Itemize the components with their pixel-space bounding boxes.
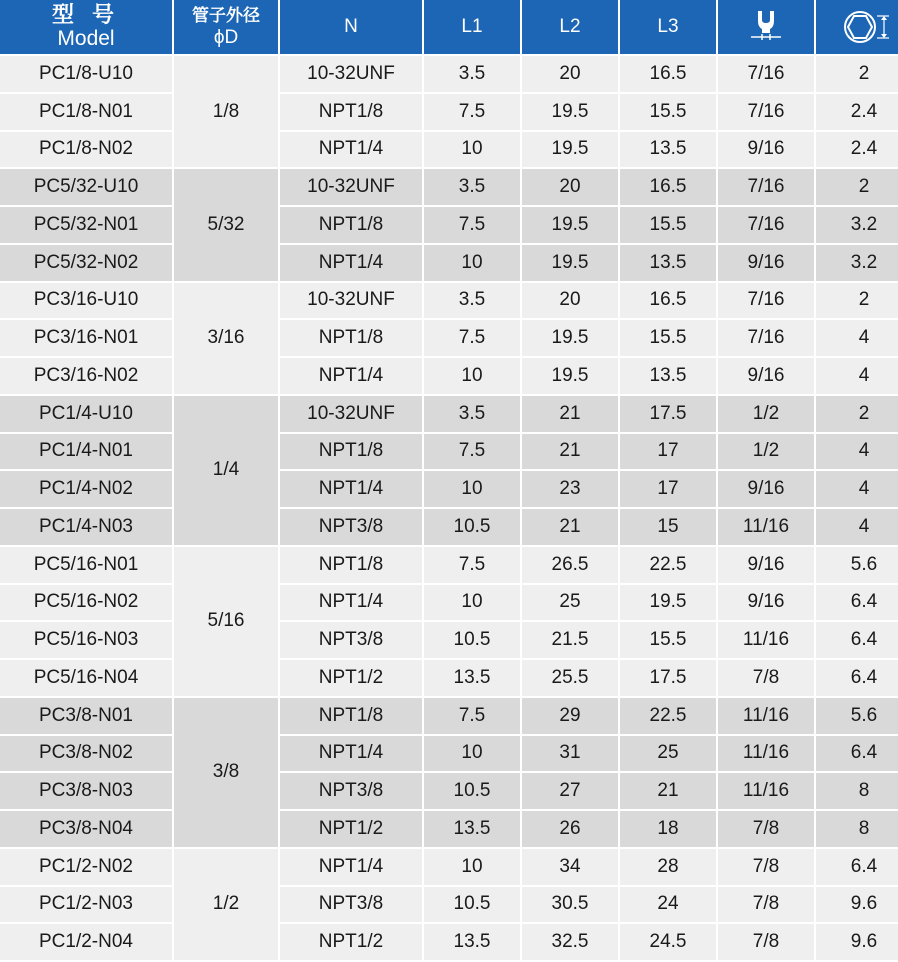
l3-cell: 28 xyxy=(620,849,716,885)
l2-cell: 25.5 xyxy=(522,660,618,696)
table-row xyxy=(0,434,898,470)
l3-cell: 15.5 xyxy=(620,207,716,243)
l2-cell: 31 xyxy=(522,736,618,772)
hex-size-cell: 6.4 xyxy=(816,849,898,885)
wrench-size-cell: 9/16 xyxy=(718,585,814,621)
header-wrench xyxy=(718,0,814,54)
table-row xyxy=(0,811,898,847)
table-row xyxy=(0,736,898,772)
l3-cell: 15 xyxy=(620,509,716,545)
thread-cell: NPT1/4 xyxy=(280,245,422,281)
l3-cell: 18 xyxy=(620,811,716,847)
hex-size-cell: 3.2 xyxy=(816,207,898,243)
thread-cell: NPT1/2 xyxy=(280,811,422,847)
table-row xyxy=(0,849,898,885)
model-cell: PC5/32-N02 xyxy=(0,245,172,281)
hex-size-cell: 2 xyxy=(816,56,898,92)
l2-cell: 19.5 xyxy=(522,132,618,168)
l3-cell: 16.5 xyxy=(620,283,716,319)
wrench-size-cell: 7/8 xyxy=(718,924,814,960)
table-row xyxy=(0,283,898,319)
header-model xyxy=(0,0,172,54)
model-cell: PC3/16-U10 xyxy=(0,283,172,319)
open-wrench-icon xyxy=(746,7,786,47)
model-cell: PC3/8-N03 xyxy=(0,773,172,809)
model-cell: PC5/16-N04 xyxy=(0,660,172,696)
l2-cell: 21 xyxy=(522,396,618,432)
table-row xyxy=(0,245,898,281)
thread-cell: NPT3/8 xyxy=(280,773,422,809)
l2-cell: 20 xyxy=(522,169,618,205)
l3-cell: 17.5 xyxy=(620,660,716,696)
wrench-size-cell: 9/16 xyxy=(718,245,814,281)
wrench-size-cell: 7/16 xyxy=(718,56,814,92)
header-diameter xyxy=(174,0,278,54)
l1-cell: 10 xyxy=(424,132,520,168)
table-row xyxy=(0,94,898,130)
model-cell: PC1/2-N04 xyxy=(0,924,172,960)
l3-cell: 13.5 xyxy=(620,245,716,281)
hex-size-cell: 2.4 xyxy=(816,132,898,168)
hex-size-cell: 4 xyxy=(816,434,898,470)
l1-cell: 10 xyxy=(424,585,520,621)
hex-size-cell: 2 xyxy=(816,396,898,432)
hex-size-cell: 6.4 xyxy=(816,585,898,621)
thread-cell: 10-32UNF xyxy=(280,169,422,205)
l1-cell: 7.5 xyxy=(424,320,520,356)
l1-cell: 13.5 xyxy=(424,811,520,847)
l3-cell: 24.5 xyxy=(620,924,716,960)
hex-size-cell: 2.4 xyxy=(816,94,898,130)
l2-cell: 19.5 xyxy=(522,245,618,281)
l1-cell: 13.5 xyxy=(424,660,520,696)
l3-cell: 17 xyxy=(620,471,716,507)
table-row xyxy=(0,132,898,168)
l1-cell: 7.5 xyxy=(424,434,520,470)
tube-diameter-cell: 5/16 xyxy=(174,547,278,696)
wrench-size-cell: 11/16 xyxy=(718,509,814,545)
l1-cell: 3.5 xyxy=(424,283,520,319)
table-row xyxy=(0,471,898,507)
l1-cell: 10.5 xyxy=(424,773,520,809)
thread-cell: NPT3/8 xyxy=(280,887,422,923)
l3-cell: 22.5 xyxy=(620,698,716,734)
l1-cell: 7.5 xyxy=(424,207,520,243)
l3-cell: 17 xyxy=(620,434,716,470)
table-row xyxy=(0,660,898,696)
thread-cell: NPT1/8 xyxy=(280,698,422,734)
l2-cell: 19.5 xyxy=(522,94,618,130)
hex-size-cell: 4 xyxy=(816,320,898,356)
thread-cell: NPT1/2 xyxy=(280,660,422,696)
tube-diameter-cell: 5/32 xyxy=(174,169,278,280)
l2-cell: 34 xyxy=(522,849,618,885)
wrench-size-cell: 9/16 xyxy=(718,471,814,507)
wrench-size-cell: 9/16 xyxy=(718,132,814,168)
l1-cell: 10.5 xyxy=(424,622,520,658)
l3-cell: 17.5 xyxy=(620,396,716,432)
wrench-size-cell: 9/16 xyxy=(718,358,814,394)
model-cell: PC1/4-N01 xyxy=(0,434,172,470)
hex-size-cell: 8 xyxy=(816,773,898,809)
wrench-size-cell: 7/16 xyxy=(718,169,814,205)
l3-cell: 19.5 xyxy=(620,585,716,621)
header-hex xyxy=(816,0,898,54)
wrench-size-cell: 7/8 xyxy=(718,887,814,923)
l3-cell: 22.5 xyxy=(620,547,716,583)
wrench-size-cell: 7/16 xyxy=(718,94,814,130)
hex-size-cell: 3.2 xyxy=(816,245,898,281)
model-cell: PC5/16-N01 xyxy=(0,547,172,583)
thread-cell: NPT1/4 xyxy=(280,585,422,621)
table-row xyxy=(0,358,898,394)
model-cell: PC1/2-N02 xyxy=(0,849,172,885)
wrench-size-cell: 1/2 xyxy=(718,434,814,470)
thread-cell: 10-32UNF xyxy=(280,283,422,319)
hex-size-cell: 9.6 xyxy=(816,887,898,923)
model-cell: PC1/8-N01 xyxy=(0,94,172,130)
hex-size-cell: 6.4 xyxy=(816,736,898,772)
l3-cell: 16.5 xyxy=(620,169,716,205)
hex-size-cell: 6.4 xyxy=(816,622,898,658)
table-row xyxy=(0,622,898,658)
l2-cell: 20 xyxy=(522,283,618,319)
l2-cell: 30.5 xyxy=(522,887,618,923)
table-row xyxy=(0,547,898,583)
l1-cell: 10.5 xyxy=(424,509,520,545)
l2-cell: 27 xyxy=(522,773,618,809)
hex-size-cell: 4 xyxy=(816,358,898,394)
header-l1: L1 xyxy=(424,0,520,54)
model-cell: PC3/16-N01 xyxy=(0,320,172,356)
tube-diameter-cell: 3/16 xyxy=(174,283,278,394)
wrench-size-cell: 11/16 xyxy=(718,773,814,809)
model-cell: PC1/4-N02 xyxy=(0,471,172,507)
l2-cell: 19.5 xyxy=(522,358,618,394)
header-diameter-symbol: ϕD xyxy=(213,27,239,48)
l1-cell: 7.5 xyxy=(424,94,520,130)
tube-diameter-cell: 1/2 xyxy=(174,849,278,960)
l3-cell: 25 xyxy=(620,736,716,772)
model-cell: PC3/8-N02 xyxy=(0,736,172,772)
table-row xyxy=(0,169,898,205)
l2-cell: 21 xyxy=(522,434,618,470)
thread-cell: NPT1/8 xyxy=(280,547,422,583)
wrench-size-cell: 7/16 xyxy=(718,207,814,243)
wrench-size-cell: 1/2 xyxy=(718,396,814,432)
model-cell: PC3/8-N04 xyxy=(0,811,172,847)
hex-size-cell: 2 xyxy=(816,169,898,205)
model-cell: PC1/8-U10 xyxy=(0,56,172,92)
l1-cell: 3.5 xyxy=(424,169,520,205)
l1-cell: 10 xyxy=(424,849,520,885)
wrench-size-cell: 11/16 xyxy=(718,698,814,734)
table-row xyxy=(0,396,898,432)
spec-table-body xyxy=(0,56,898,960)
table-row xyxy=(0,207,898,243)
l2-cell: 32.5 xyxy=(522,924,618,960)
tube-diameter-cell: 3/8 xyxy=(174,698,278,847)
thread-cell: NPT1/4 xyxy=(280,849,422,885)
l3-cell: 15.5 xyxy=(620,622,716,658)
l2-cell: 26 xyxy=(522,811,618,847)
hex-size-cell: 4 xyxy=(816,509,898,545)
table-row xyxy=(0,320,898,356)
l1-cell: 3.5 xyxy=(424,396,520,432)
thread-cell: NPT1/2 xyxy=(280,924,422,960)
thread-cell: 10-32UNF xyxy=(280,56,422,92)
hex-size-cell: 5.6 xyxy=(816,698,898,734)
l2-cell: 21.5 xyxy=(522,622,618,658)
l2-cell: 29 xyxy=(522,698,618,734)
header-diameter-cn: 管子外径 xyxy=(192,6,260,25)
hex-size-cell: 9.6 xyxy=(816,924,898,960)
l2-cell: 25 xyxy=(522,585,618,621)
thread-cell: NPT1/8 xyxy=(280,434,422,470)
l2-cell: 26.5 xyxy=(522,547,618,583)
tube-diameter-cell: 1/4 xyxy=(174,396,278,545)
l3-cell: 15.5 xyxy=(620,94,716,130)
l3-cell: 13.5 xyxy=(620,358,716,394)
model-cell: PC3/16-N02 xyxy=(0,358,172,394)
table-row xyxy=(0,698,898,734)
wrench-size-cell: 11/16 xyxy=(718,622,814,658)
wrench-size-cell: 7/16 xyxy=(718,320,814,356)
header-model-en: Model xyxy=(57,27,115,50)
header-row xyxy=(0,0,898,54)
l3-cell: 21 xyxy=(620,773,716,809)
wrench-size-cell: 11/16 xyxy=(718,736,814,772)
thread-cell: NPT1/4 xyxy=(280,132,422,168)
hex-size-cell: 6.4 xyxy=(816,660,898,696)
l3-cell: 13.5 xyxy=(620,132,716,168)
l3-cell: 24 xyxy=(620,887,716,923)
l2-cell: 19.5 xyxy=(522,320,618,356)
l2-cell: 21 xyxy=(522,509,618,545)
l1-cell: 10 xyxy=(424,736,520,772)
wrench-size-cell: 7/8 xyxy=(718,811,814,847)
hex-size-cell: 5.6 xyxy=(816,547,898,583)
tube-diameter-cell: 1/8 xyxy=(174,56,278,167)
l1-cell: 10 xyxy=(424,358,520,394)
l1-cell: 7.5 xyxy=(424,547,520,583)
model-cell: PC5/16-N02 xyxy=(0,585,172,621)
l3-cell: 15.5 xyxy=(620,320,716,356)
l3-cell: 16.5 xyxy=(620,56,716,92)
thread-cell: 10-32UNF xyxy=(280,396,422,432)
model-cell: PC1/4-N03 xyxy=(0,509,172,545)
l1-cell: 7.5 xyxy=(424,698,520,734)
model-cell: PC1/4-U10 xyxy=(0,396,172,432)
header-l2: L2 xyxy=(522,0,618,54)
l1-cell: 13.5 xyxy=(424,924,520,960)
table-row xyxy=(0,585,898,621)
wrench-size-cell: 9/16 xyxy=(718,547,814,583)
l1-cell: 10 xyxy=(424,471,520,507)
header-model-cn: 型 号 xyxy=(51,2,121,27)
model-cell: PC1/8-N02 xyxy=(0,132,172,168)
wrench-size-cell: 7/8 xyxy=(718,660,814,696)
header-n: N xyxy=(280,0,422,54)
hex-width-icon xyxy=(834,7,894,47)
thread-cell: NPT1/4 xyxy=(280,358,422,394)
thread-cell: NPT1/8 xyxy=(280,207,422,243)
l2-cell: 19.5 xyxy=(522,207,618,243)
thread-cell: NPT3/8 xyxy=(280,509,422,545)
hex-size-cell: 8 xyxy=(816,811,898,847)
thread-cell: NPT1/8 xyxy=(280,320,422,356)
header-l3: L3 xyxy=(620,0,716,54)
l1-cell: 10 xyxy=(424,245,520,281)
model-cell: PC1/2-N03 xyxy=(0,887,172,923)
thread-cell: NPT1/8 xyxy=(280,94,422,130)
model-cell: PC5/32-U10 xyxy=(0,169,172,205)
l1-cell: 10.5 xyxy=(424,887,520,923)
table-row xyxy=(0,56,898,92)
table-row xyxy=(0,924,898,960)
model-cell: PC3/8-N01 xyxy=(0,698,172,734)
thread-cell: NPT1/4 xyxy=(280,736,422,772)
thread-cell: NPT1/4 xyxy=(280,471,422,507)
l2-cell: 23 xyxy=(522,471,618,507)
table-row xyxy=(0,887,898,923)
model-cell: PC5/32-N01 xyxy=(0,207,172,243)
l2-cell: 20 xyxy=(522,56,618,92)
table-row xyxy=(0,773,898,809)
hex-size-cell: 4 xyxy=(816,471,898,507)
model-cell: PC5/16-N03 xyxy=(0,622,172,658)
wrench-size-cell: 7/16 xyxy=(718,283,814,319)
thread-cell: NPT3/8 xyxy=(280,622,422,658)
l1-cell: 3.5 xyxy=(424,56,520,92)
hex-size-cell: 2 xyxy=(816,283,898,319)
table-row xyxy=(0,509,898,545)
wrench-size-cell: 7/8 xyxy=(718,849,814,885)
